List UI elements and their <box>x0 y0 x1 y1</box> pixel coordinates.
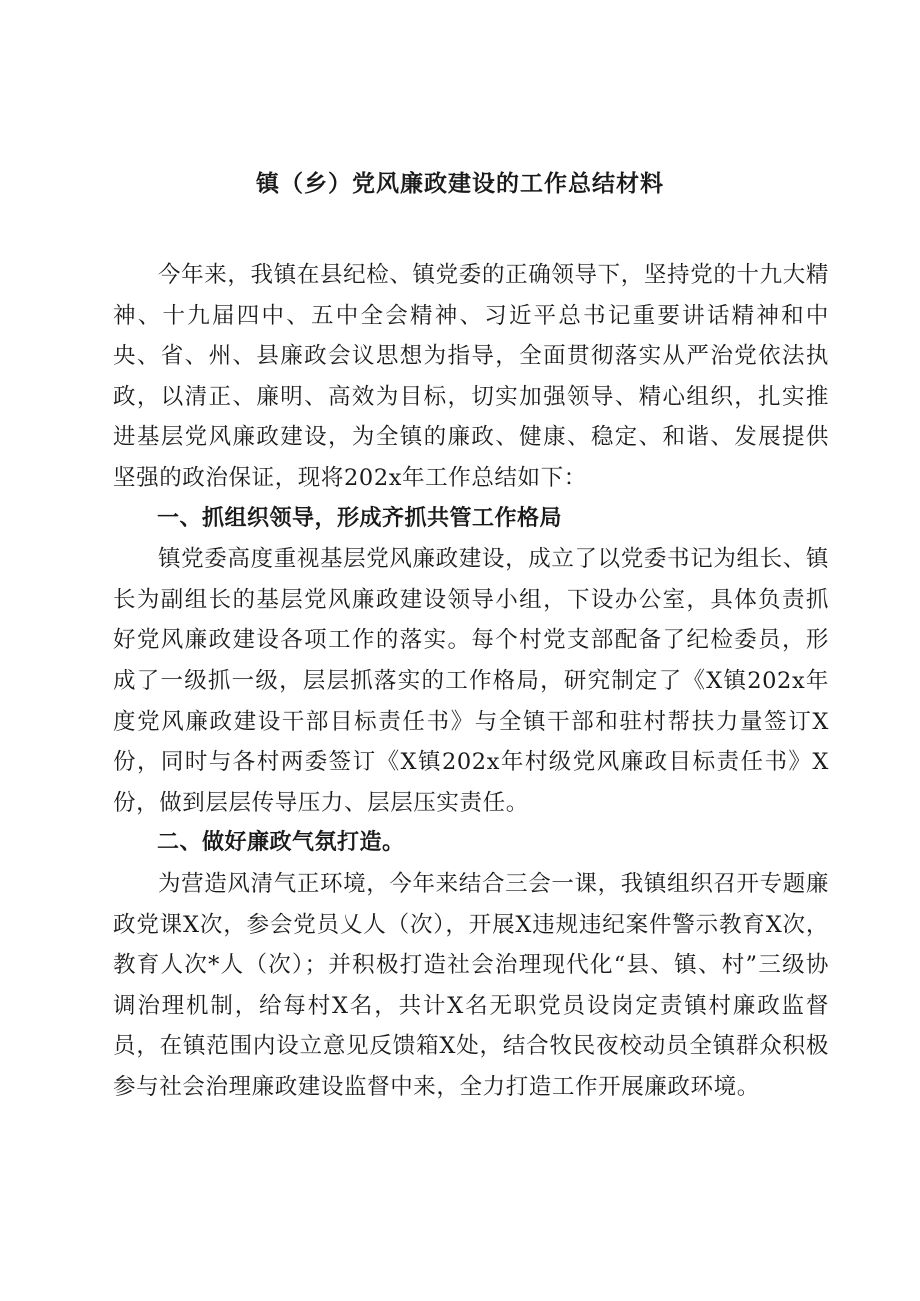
section-heading-2: 二、做好廉政气氛打造。 <box>157 830 405 856</box>
document-title: 镇（乡）党风廉政建设的工作总结材料 <box>256 171 664 197</box>
section-paragraph-2: 为营造风清气正环境，今年来结合三会一课，我镇组织召开专题廉政党课X次，参会党员乂人（次），开展X违规违纪案件警示教育X次，教育人次*人（次）；并积极打造社会治理现代化“县、镇、村”三级协调治理机制，给每村X名，共计X名无职党员设岗定责镇村廉政监督员，在镇范围内设立意见反馈箱X处，结合牧民夜校动员全镇群众积极参与社会治理廉政建设监督中来，全力打造工作开展廉政环境。 <box>113 870 829 1100</box>
section-heading-1: 一、抓组织领导，形成齐抓共管工作格局 <box>157 505 563 531</box>
document-body <box>113 255 829 1107</box>
section-paragraph-1: 镇党委高度重视基层党风廉政建设，成立了以党委书记为组长、镇长为副组长的基层党风廉政建设领导小组，下设办公室，具体负责抓好党风廉政建设各项工作的落实。每个村党支部配备了纪检委员，形成了一级抓一级，层层抓落实的工作格局，研究制定了《X镇202x年度党风廉政建设干部目标责任书》与全镇干部和驻村帮扶力量签订X份，同时与各村两委签订《X镇202x年村级党风廉政目标责任书》X份，做到层层传导压力、层层压实责任。 <box>113 546 829 816</box>
intro-paragraph: 今年来，我镇在县纪检、镇党委的正确领导下，坚持党的十九大精神、十九届四中、五中全会精神、习近平总书记重要讲话精神和中央、省、州、县廉政会议思想为指导，全面贯彻落实从严治党依法执政，以清正、廉明、高效为目标，切实加强领导、精心组织，扎实推进基层党风廉政建设，为全镇的廉政、健康、稳定、和谐、发展提供坚强的政治保证，现将202x年工作总结如下： <box>113 262 829 491</box>
